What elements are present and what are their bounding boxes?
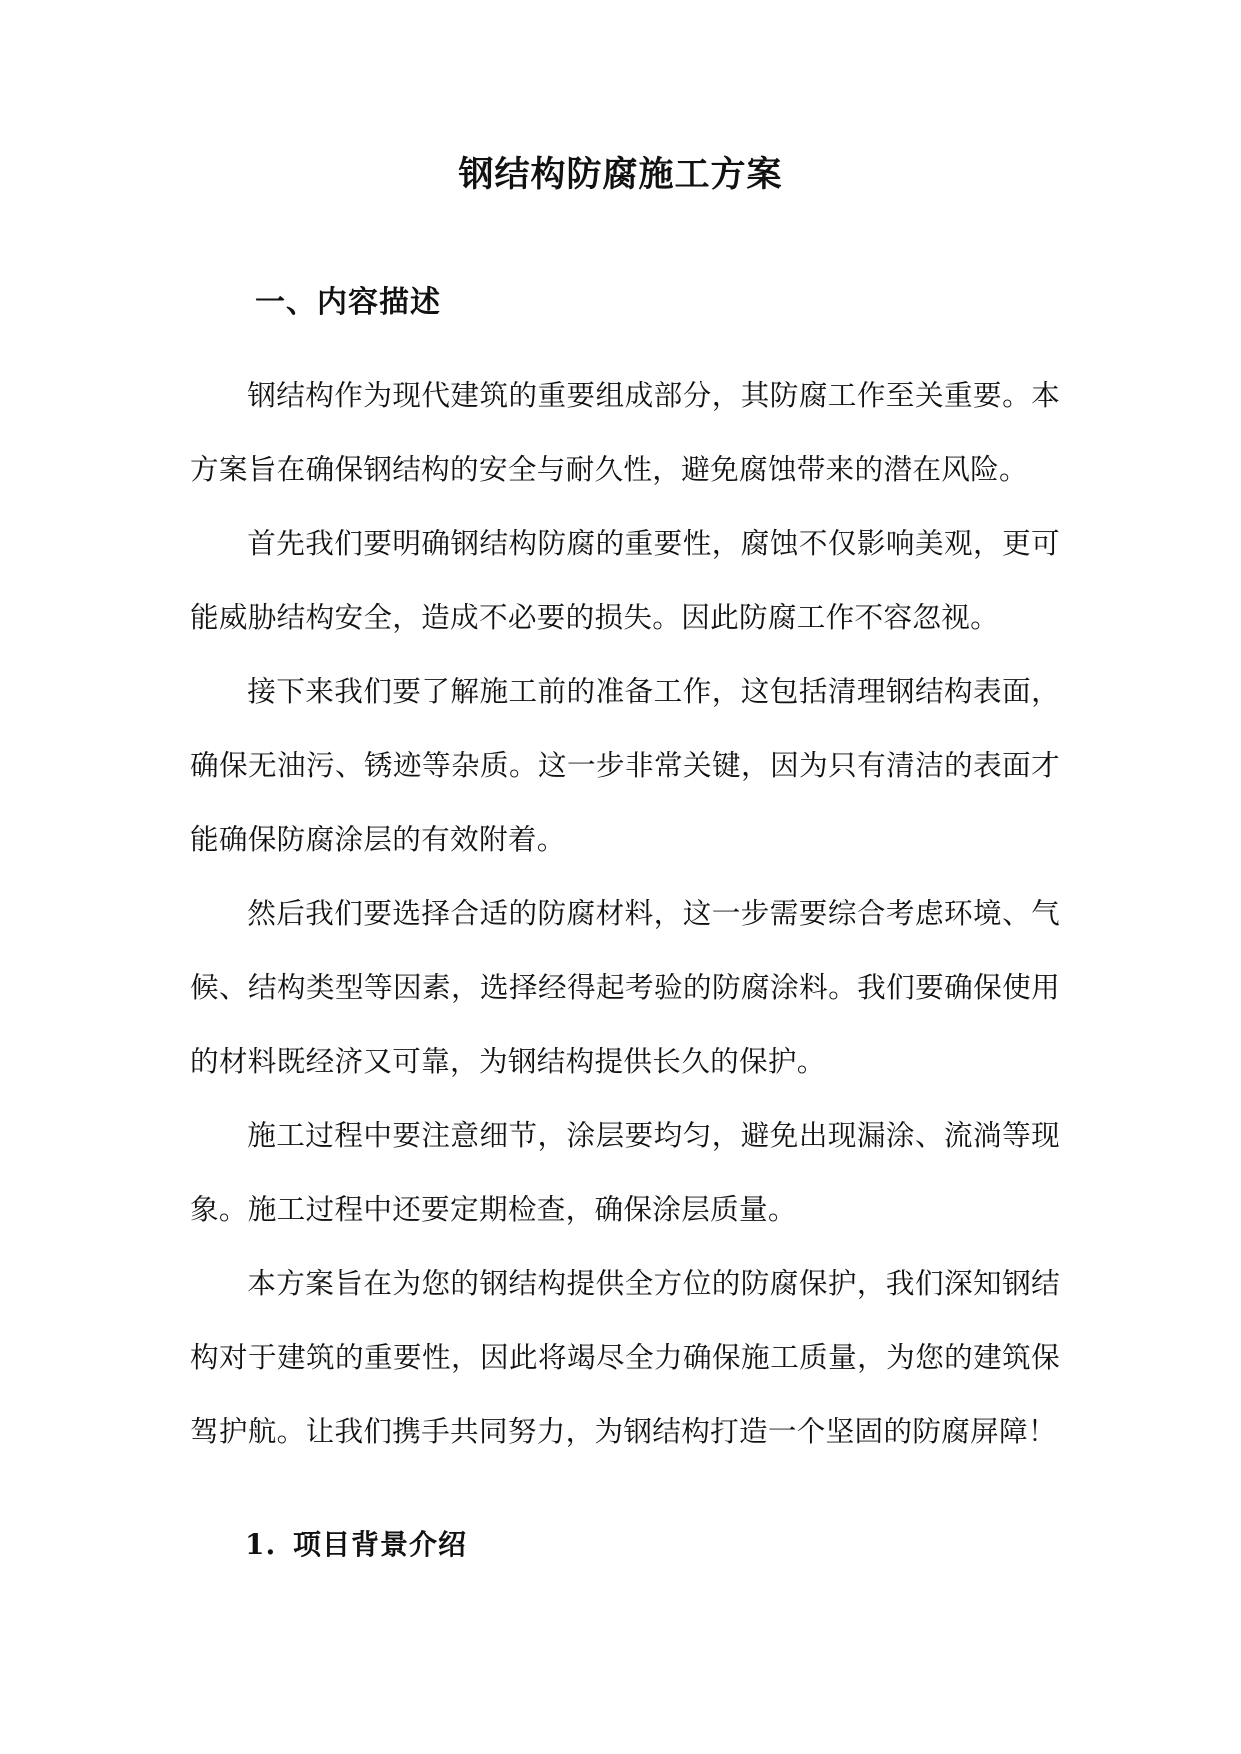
subsection-title: 项目背景介绍 xyxy=(293,1528,468,1561)
document-title: 钢结构防腐施工方案 xyxy=(458,154,783,195)
section-heading-content-description: 一、内容描述 xyxy=(255,285,441,320)
paragraph-5: 施工过程中要注意细节，涂层要均匀，避免出现漏涂、流淌等现象。施工过程中还要定期检查，确保涂层质量。 xyxy=(190,1118,1060,1226)
paragraph-2: 首先我们要明确钢结构防腐的重要性，腐蚀不仅影响美观，更可能威胁结构安全，造成不必要的损失。因此防腐工作不容忽视。 xyxy=(190,526,1060,634)
paragraph-6: 本方案旨在为您的钢结构提供全方位的防腐保护，我们深知钢结构对于建筑的重要性，因此将竭尽全力确保施工质量，为您的建筑保驾护航。让我们携手共同努力，为钢结构打造一个坚固的防腐屏障！ xyxy=(190,1266,1060,1448)
paragraph-1: 钢结构作为现代建筑的重要组成部分，其防腐工作至关重要。本方案旨在确保钢结构的安全与耐久性，避免腐蚀带来的潜在风险。 xyxy=(190,378,1060,486)
paragraph-3: 接下来我们要了解施工前的准备工作，这包括清理钢结构表面，确保无油污、锈迹等杂质。这一步非常关键，因为只有清洁的表面才能确保防腐涂层的有效附着。 xyxy=(190,674,1060,856)
subsection-number: 1. xyxy=(245,1528,277,1561)
paragraph-4: 然后我们要选择合适的防腐材料，这一步需要综合考虑环境、气候、结构类型等因素，选择经得起考验的防腐涂料。我们要确保使用的材料既经济又可靠，为钢结构提供长久的保护。 xyxy=(190,896,1060,1078)
subsection-heading-project-background xyxy=(245,1520,467,1570)
section-body xyxy=(190,358,1060,1468)
